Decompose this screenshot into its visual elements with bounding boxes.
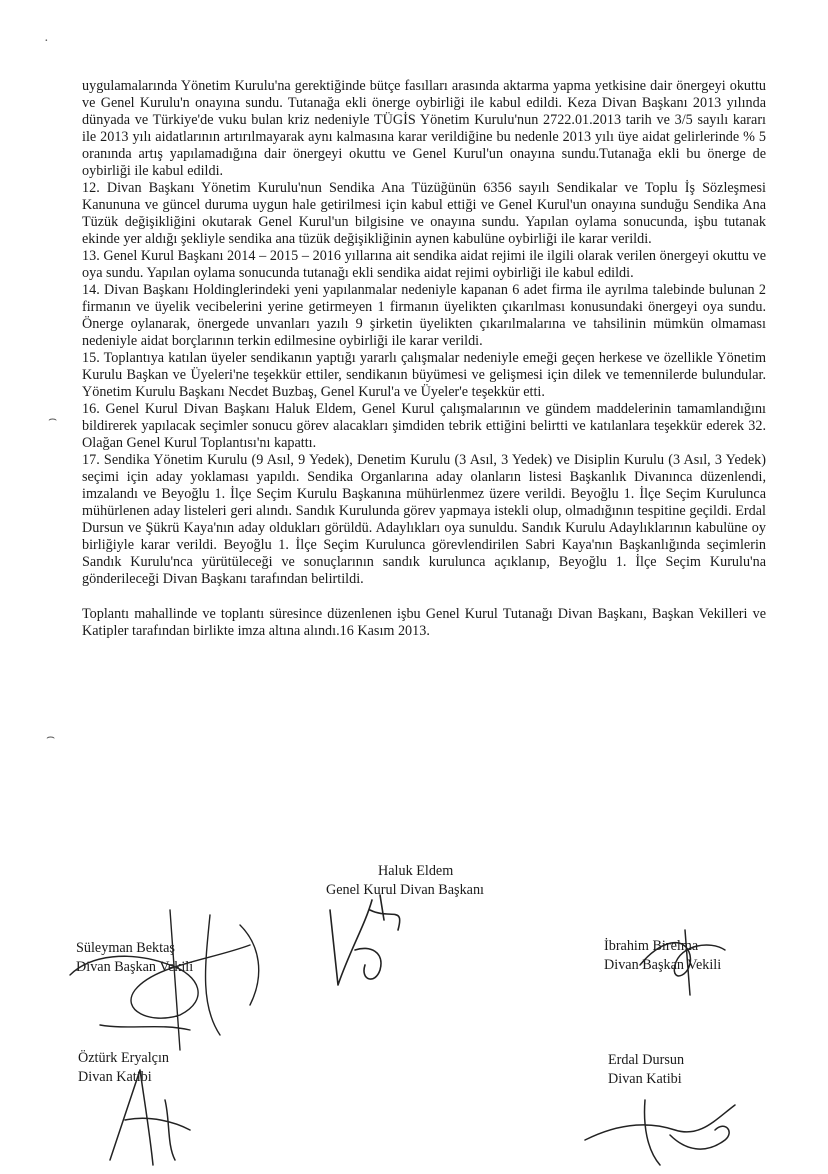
paragraph-item-16: 16. Genel Kurul Divan Başkanı Haluk Eldem, Genel Kurul çalışmalarının ve gündem maddelerinin tamamlandığını bildirerek yapılacak seçimler sonucu görev alacakları şimdiden tebrik ettiğini belirtti ve katılanlara teşekkür ederek 32. Olağan Genel Kurul Toplantısı'nı kapattı. [82, 401, 766, 451]
paragraph-continued: uygulamalarında Yönetim Kurulu'na gerektiğinde bütçe fasılları arasında aktarma yapma yetkisine dair önergeyi okuttu ve Genel Kurulu'n onayına sundu. Tutanağa ekli önerge oybirliği ile kabul edildi. Keza Divan Başkanı 2013 yılında dünyada ve Türkiye'de vuku bulan kriz nedeniyle TÜGİS Yönetim Kurulu'nun 2722.01.2013 tarih ve 3/5 sayılı kararı ile 2013 yılı aidatlarının artırılmayarak aynı kalmasına karar verildiğine bu nedenle 2013 yılı üye aidat gelirlerinde % 5 oranında artış yapılamadığına dair önergeyi okuttu ve Genel Kurul'un onayına sundu.Tutanağa ekli bu önerge de oybirliği ile kabul edildi. [82, 78, 766, 179]
closing-paragraph: Toplantı mahallinde ve toplantı süresince düzenlenen işbu Genel Kurul Tutanağı Divan Başkanı, Başkan Vekilleri ve Katipler tarafından birlikte imza altına alındı.16 Kasım 2013. [82, 606, 766, 639]
birelma-signature [630, 920, 740, 1000]
chair-title: Genel Kurul Divan Başkanı [326, 882, 484, 898]
chair-signature [310, 890, 440, 1000]
signatory-name: Süleyman Bektaş [76, 940, 175, 956]
margin-mark: ⌢ [48, 412, 58, 427]
paragraph-item-14: 14. Divan Başkanı Holdinglerindeki yeni yapılanmalar nedeniyle kapanan 6 adet firma ile ayrılma talebinde bulunan 2 firmanın ve üyelik vecibelerini yerine getirmeyen 1 firmanın üyelikten çıkarılması konusundaki önergeyi oya sundu. Önerge oylanarak, önergede unvanları yazılı 9 şirketin üyelikten çıkarılmalarına ve tahsilinin mümkün olmaması nedeniyle aidat borçlarının terkin edilmesine oybirliği ile karar verildi. [82, 282, 766, 349]
signatory-title: Divan Katibi [608, 1071, 682, 1087]
document-body [82, 78, 766, 640]
margin-mark: ⌢ [46, 730, 56, 745]
paragraph-item-12: 12. Divan Başkanı Yönetim Kurulu'nun Sendika Ana Tüzüğünün 6356 sayılı Sendikalar ve Toplu İş Sözleşmesi Kanununa ve güncel duruma uygun hale getirilmesi için kabul ettiği ve Genel Kurul'un onayına sunduğu Sendika Ana Tüzük değişikliğini okutarak Genel Kurul'un bilgisine ve onayına sundu. Yapılan oylama sonucunda, işbu tutanak ekinde yer aldığı şekliyle sendika ana tüzük değişikliğinin aynen kabulüne oybirliği ile karar verildi. [82, 180, 766, 247]
dursun-signature [575, 1080, 745, 1170]
bektas-signature [60, 905, 290, 1055]
chair-name: Haluk Eldem [378, 863, 454, 879]
paragraph-item-17: 17. Sendika Yönetim Kurulu (9 Asıl, 9 Yedek), Denetim Kurulu (3 Asıl, 3 Yedek) ve Disiplin Kurulu (3 Asıl, 3 Yedek) seçimi için aday yoklaması yapıldı. Sendika Organlarına aday olanların listesi Başkanlık Divanınca düzenlendi, imzalandı ve Beyoğlu 1. İlçe Seçim Kurulu Başkanına mühürlenmez üzere verildi. Beyoğlu 1. İlçe Seçim Kurulunca mühürlenen aday listeleri geri alındı. Sandık Kurulunda görev yapmaya istekli olup, olmadığının tespitine geçildi. Erdal Dursun ve Şükrü Kaya'nın aday oldukları görüldü. Adaylıkları oya sunuldu. Sandık Kurulu Adaylıklarının kabulüne oy birliğiyle karar verildi. Beyoğlu 1. İlçe Seçim Kurulunca görevlendirilen Sabri Kaya'nın Başkanlığında seçimlerin Sandık Kurulu'nca yürütüleceği ve sonuçlarının sandık kurulunca açıklanıp, Beyoğlu 1. İlçe Seçim Kurulu'na gönderileceği Divan Başkanı tarafından belirtildi. [82, 452, 766, 587]
signatory-title: Divan Başkan Vekili [604, 957, 722, 973]
paragraph-item-15: 15. Toplantıya katılan üyeler sendikanın yaptığı yararlı çalışmalar nedeniyle emeği geçen herkese ve özellikle Yönetim Kurulu Başkan ve Üyeleri'ne teşekkür ettiler, sendikanın büyümesi ve gelişmesi için dilek ve temennilerde bulundular. Yönetim Kurulu Başkanı Necdet Buzbaş, Genel Kurul'a ve Üyeler'e teşekkür etti. [82, 350, 766, 400]
margin-mark: · [44, 34, 49, 49]
paragraph-item-13: 13. Genel Kurul Başkanı 2014 – 2015 – 2016 yıllarına ait sendika aidat rejimi ile ilgili olarak verilen önergeyi okuttu ve oya sundu. Yapılan oylama sonucunda tutanağı ekli sendika aidat rejimi oybirliği ile kabul edildi. [82, 248, 766, 281]
eryalcin-signature [95, 1060, 205, 1170]
signatory-name: Erdal Dursun [608, 1052, 685, 1068]
signatory-title: Divan Katibi [78, 1069, 152, 1085]
signatory-title: Divan Başkan Vekili [76, 959, 194, 975]
signatory-name: Öztürk Eryalçın [78, 1050, 169, 1066]
signatory-name: İbrahim Birelma [604, 938, 699, 954]
